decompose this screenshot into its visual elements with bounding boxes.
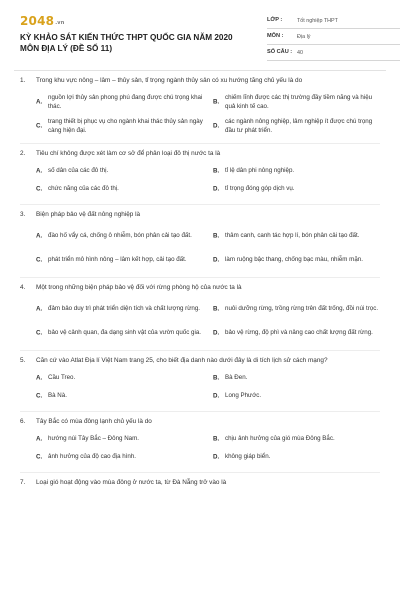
answer-option[interactable]: [36, 322, 203, 344]
answer-options: [36, 298, 380, 346]
question-text: Một trong những biện pháp bảo vệ đối với rừng phòng hộ của nước ta là: [36, 284, 242, 291]
answer-option[interactable]: [213, 249, 380, 271]
question-number: 2.: [20, 150, 26, 157]
logo-main: 2048: [20, 14, 55, 28]
meta-label: LỚP :: [267, 17, 283, 23]
option-letter: C.: [36, 256, 43, 264]
answer-option[interactable]: [36, 182, 203, 196]
question-item: [20, 356, 380, 412]
answer-options: [36, 164, 380, 200]
option-letter: B.: [213, 374, 220, 382]
option-text: số dân của các đô thị.: [48, 167, 109, 175]
answer-option[interactable]: [213, 164, 380, 178]
meta-row-subject: [267, 30, 400, 45]
option-text: đào hố vẩy cá, chống ô nhiễm, bón phân cải tạo đất.: [48, 232, 192, 240]
option-text: Cầu Treo.: [48, 374, 76, 382]
question-item: [20, 478, 380, 492]
question-item: [20, 149, 380, 205]
option-text: Bà Nà.: [48, 392, 67, 400]
meta-row-class: [267, 14, 400, 29]
logo-tail: .vn: [55, 20, 65, 26]
answer-option[interactable]: [36, 249, 203, 271]
meta-value: Địa lý: [297, 33, 311, 40]
answer-option[interactable]: [36, 432, 203, 446]
answer-option[interactable]: [213, 182, 380, 196]
header-divider: [14, 70, 386, 71]
option-text: tỉ trọng đóng góp dịch vụ.: [225, 185, 295, 193]
exam-subtitle: MÔN ĐỊA LÝ (ĐỀ SỐ 11): [20, 44, 113, 53]
question-text: Trong khu vực nông – lâm – thủy sản, tỉ trọng ngành thủy sản có xu hướng tăng chủ yếu là do: [36, 77, 303, 84]
question-stem: [20, 76, 380, 86]
option-letter: D.: [213, 185, 220, 193]
option-letter: B.: [213, 435, 220, 443]
exam-title: KỲ KHẢO SÁT KIẾN THỨC THPT QUỐC GIA NĂM 2020: [20, 33, 233, 42]
question-number: 5.: [20, 357, 26, 364]
option-letter: A.: [36, 374, 43, 382]
answer-option[interactable]: [213, 298, 380, 320]
option-letter: B.: [213, 167, 220, 175]
option-letter: C.: [36, 122, 43, 130]
option-letter: D.: [213, 392, 220, 400]
site-logo[interactable]: [20, 14, 65, 28]
option-text: trang thiết bị phục vụ cho ngành khai thác thủy sản ngày càng hiện đại.: [48, 117, 203, 134]
option-letter: D.: [213, 453, 220, 461]
question-item: [20, 417, 380, 473]
question-stem: [20, 417, 380, 427]
option-text: các ngành nông nghiệp, lâm nghiệp ít được chú trọng đầu tư phát triển.: [225, 117, 373, 134]
option-text: nguồn lợi thủy sản phong phú đang được chú trọng khai thác.: [48, 93, 203, 110]
option-letter: C.: [36, 329, 43, 337]
question-stem: [20, 478, 380, 488]
option-text: chịu ảnh hưởng của gió mùa Đông Bắc.: [225, 435, 335, 443]
question-stem: [20, 210, 380, 220]
answer-option[interactable]: [36, 371, 203, 385]
meta-value: 40: [297, 49, 303, 56]
option-text: hướng núi Tây Bắc – Đông Nam.: [48, 435, 139, 443]
option-text: Long Phước.: [225, 392, 262, 400]
option-text: phát triển mô hình nông – lâm kết hợp, cải tạo đất.: [48, 256, 187, 264]
option-text: đảm bảo duy trì phát triển diện tích và chất lượng rừng.: [48, 305, 200, 313]
option-letter: D.: [213, 329, 220, 337]
exam-header: [14, 0, 386, 68]
option-text: bảo vệ cảnh quan, đa dạng sinh vật của vườn quốc gia.: [48, 329, 202, 337]
option-letter: D.: [213, 122, 220, 130]
option-letter: A.: [36, 98, 43, 106]
answer-option[interactable]: [36, 91, 203, 113]
question-text: Căn cứ vào Atlat Địa lí Việt Nam trang 25, cho biết địa danh nào dưới đây là di tích lịch sử cách mạng?: [36, 357, 328, 364]
option-text: nuôi dưỡng rừng, trồng rừng trên đất trống, đồi núi trọc.: [225, 305, 379, 313]
question-item: [20, 210, 380, 278]
option-letter: A.: [36, 232, 43, 240]
answer-option[interactable]: [36, 298, 203, 320]
answer-option[interactable]: [36, 450, 203, 464]
answer-option[interactable]: [213, 225, 380, 247]
option-letter: A.: [36, 167, 43, 175]
meta-row-count: [267, 46, 400, 61]
answer-options: [36, 432, 380, 468]
answer-options: [36, 371, 380, 407]
option-letter: B.: [213, 305, 220, 313]
question-number: 1.: [20, 77, 26, 84]
meta-label: SỐ CÂU :: [267, 49, 293, 55]
question-number: 7.: [20, 479, 26, 486]
answer-option[interactable]: [213, 91, 380, 113]
option-letter: C.: [36, 453, 43, 461]
question-item: [20, 76, 380, 144]
question-text: Loại gió hoạt động vào mùa đông ở nước ta, từ Đà Nẵng trở vào là: [36, 479, 227, 486]
meta-value: Tốt nghiệp THPT: [297, 17, 338, 24]
answer-options: [36, 225, 380, 273]
question-number: 6.: [20, 418, 26, 425]
option-letter: D.: [213, 256, 220, 264]
answer-option[interactable]: [213, 371, 380, 385]
question-text: Tây Bắc có mùa đông lạnh chủ yếu là do: [36, 418, 152, 425]
answer-option[interactable]: [213, 432, 380, 446]
exam-meta: [267, 14, 400, 62]
question-number: 3.: [20, 211, 26, 218]
question-list: [20, 76, 380, 497]
option-letter: B.: [213, 98, 220, 106]
option-text: bảo vệ rừng, độ phì và nâng cao chất lượng đất rừng.: [225, 329, 373, 337]
answer-option[interactable]: [213, 115, 380, 137]
answer-option[interactable]: [36, 225, 203, 247]
answer-option[interactable]: [36, 115, 203, 137]
answer-option[interactable]: [213, 450, 380, 464]
option-text: tỉ lệ dân phi nông nghiệp.: [225, 167, 295, 175]
meta-label: MÔN :: [267, 33, 284, 39]
question-stem: [20, 149, 380, 159]
question-stem: [20, 283, 380, 293]
option-text: ảnh hưởng của độ cao địa hình.: [48, 453, 137, 461]
option-letter: C.: [36, 185, 43, 193]
option-text: làm ruộng bậc thang, chống bạc màu, nhiễm mặn.: [225, 256, 363, 264]
option-letter: B.: [213, 232, 220, 240]
option-letter: A.: [36, 435, 43, 443]
option-letter: C.: [36, 392, 43, 400]
answer-option[interactable]: [213, 322, 380, 344]
question-text: Biện pháp bảo vệ đất nông nghiệp là: [36, 211, 141, 218]
option-text: chức năng của các đô thị.: [48, 185, 119, 193]
option-text: không giáp biển.: [225, 453, 271, 461]
answer-option[interactable]: [213, 389, 380, 403]
option-text: chiếm lĩnh được các thị trường đầy tiềm năng và hiệu quả kinh tế cao.: [225, 93, 373, 110]
question-text: Tiêu chí không được xét làm cơ sở để phân loại đô thị nước ta là: [36, 150, 221, 157]
question-item: [20, 283, 380, 351]
option-text: thâm canh, canh tác hợp lí, bón phân cải tạo đất.: [225, 232, 360, 240]
answer-option[interactable]: [36, 164, 203, 178]
answer-options: [36, 91, 380, 139]
answer-option[interactable]: [36, 389, 203, 403]
option-text: Bà Đen.: [225, 374, 248, 382]
question-number: 4.: [20, 284, 26, 291]
option-letter: A.: [36, 305, 43, 313]
question-stem: [20, 356, 380, 366]
